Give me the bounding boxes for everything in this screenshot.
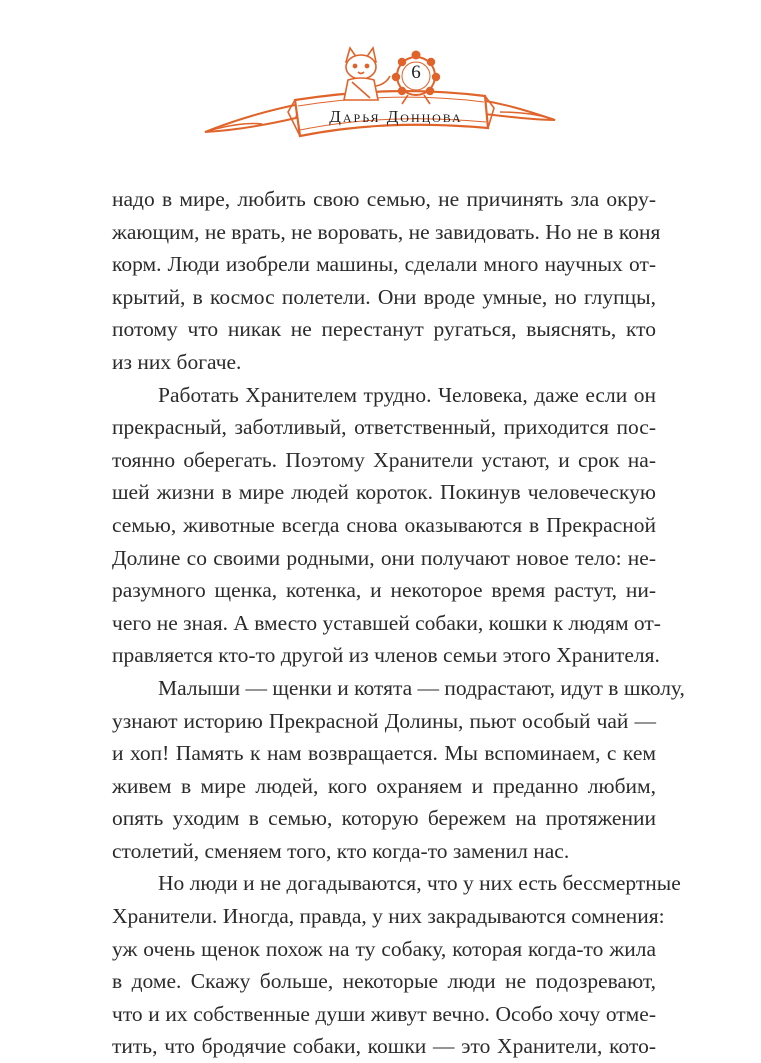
text-line: живем в мире людей, кого охраняем и преданно любим, [112,773,656,798]
text-line: Но люди и не догадываются, что у них есть бессмертные [158,871,681,896]
text-line: узнают историю Прекрасной Долины, пьют особый чай — [112,708,656,733]
running-header [0,0,761,160]
text-line: чего не зная. А вместо уставшей собаки, кошки к людям от- [112,610,661,635]
text-line: что и их собственные души живут вечно. Особо хочу отме- [112,1001,656,1026]
text-line: семью, животные всегда снова оказываются в Прекрасной [112,512,656,537]
text-line: жающим, не врать, не воровать, не завидовать. Но не в коня [112,219,661,244]
text-line: опять уходим в семью, которую бережем на протяжении [112,806,656,831]
text-line: тить, что бродячие собаки, кошки — это Хранители, кото- [112,1034,656,1059]
text-line: Долине со своими родными, они получают новое тело: не- [112,545,656,570]
text-line: и хоп! Память к нам возвращается. Мы вспоминаем, с кем [112,741,656,766]
text-line: корм. Люди изобрели машины, сделали много научных от- [112,252,656,277]
text-line: прекрасный, заботливый, ответственный, приходится пос- [112,415,656,440]
text-line: разумного щенка, котенка, и некоторое время растут, ни- [112,578,656,603]
text-line: Работать Хранителем трудно. Человека, даже если он [158,382,656,407]
page-number: 6 [411,62,421,83]
text-line: правляется кто-то другой из членов семьи этого Хранителя. [112,643,660,668]
text-line: Хранители. Иногда, правда, у них закрадываются сомнения: [112,904,665,929]
text-line: из них богаче. [112,349,242,374]
text-line: крытий, в космос полетели. Они вроде умные, но глупцы, [112,284,656,309]
text-line: в доме. Скажу больше, некоторые люди не подозревают, [112,969,656,994]
text-line: уж очень щенок похож на ту собаку, которая когда-то жила [112,936,656,961]
text-line: столетий, сменяем того, кто когда-то заменил нас. [112,838,570,863]
text-line: тоянно оберегать. Поэтому Хранители устают, и срок на- [112,447,656,472]
text-line: потому что никак не перестанут ругаться, выяснять, кто [112,317,656,342]
author-name: Дарья Донцова [329,107,463,126]
text-line: шей жизни в мире людей короток. Покинув человеческую [112,480,656,505]
ribbon-ornament [0,0,761,160]
text-line: Малыши — щенки и котята — подрастают, идут в школу, [158,675,685,700]
text-line: надо в мире, любить свою семью, не причинять зла окру- [112,187,656,211]
body-text [112,183,685,1063]
